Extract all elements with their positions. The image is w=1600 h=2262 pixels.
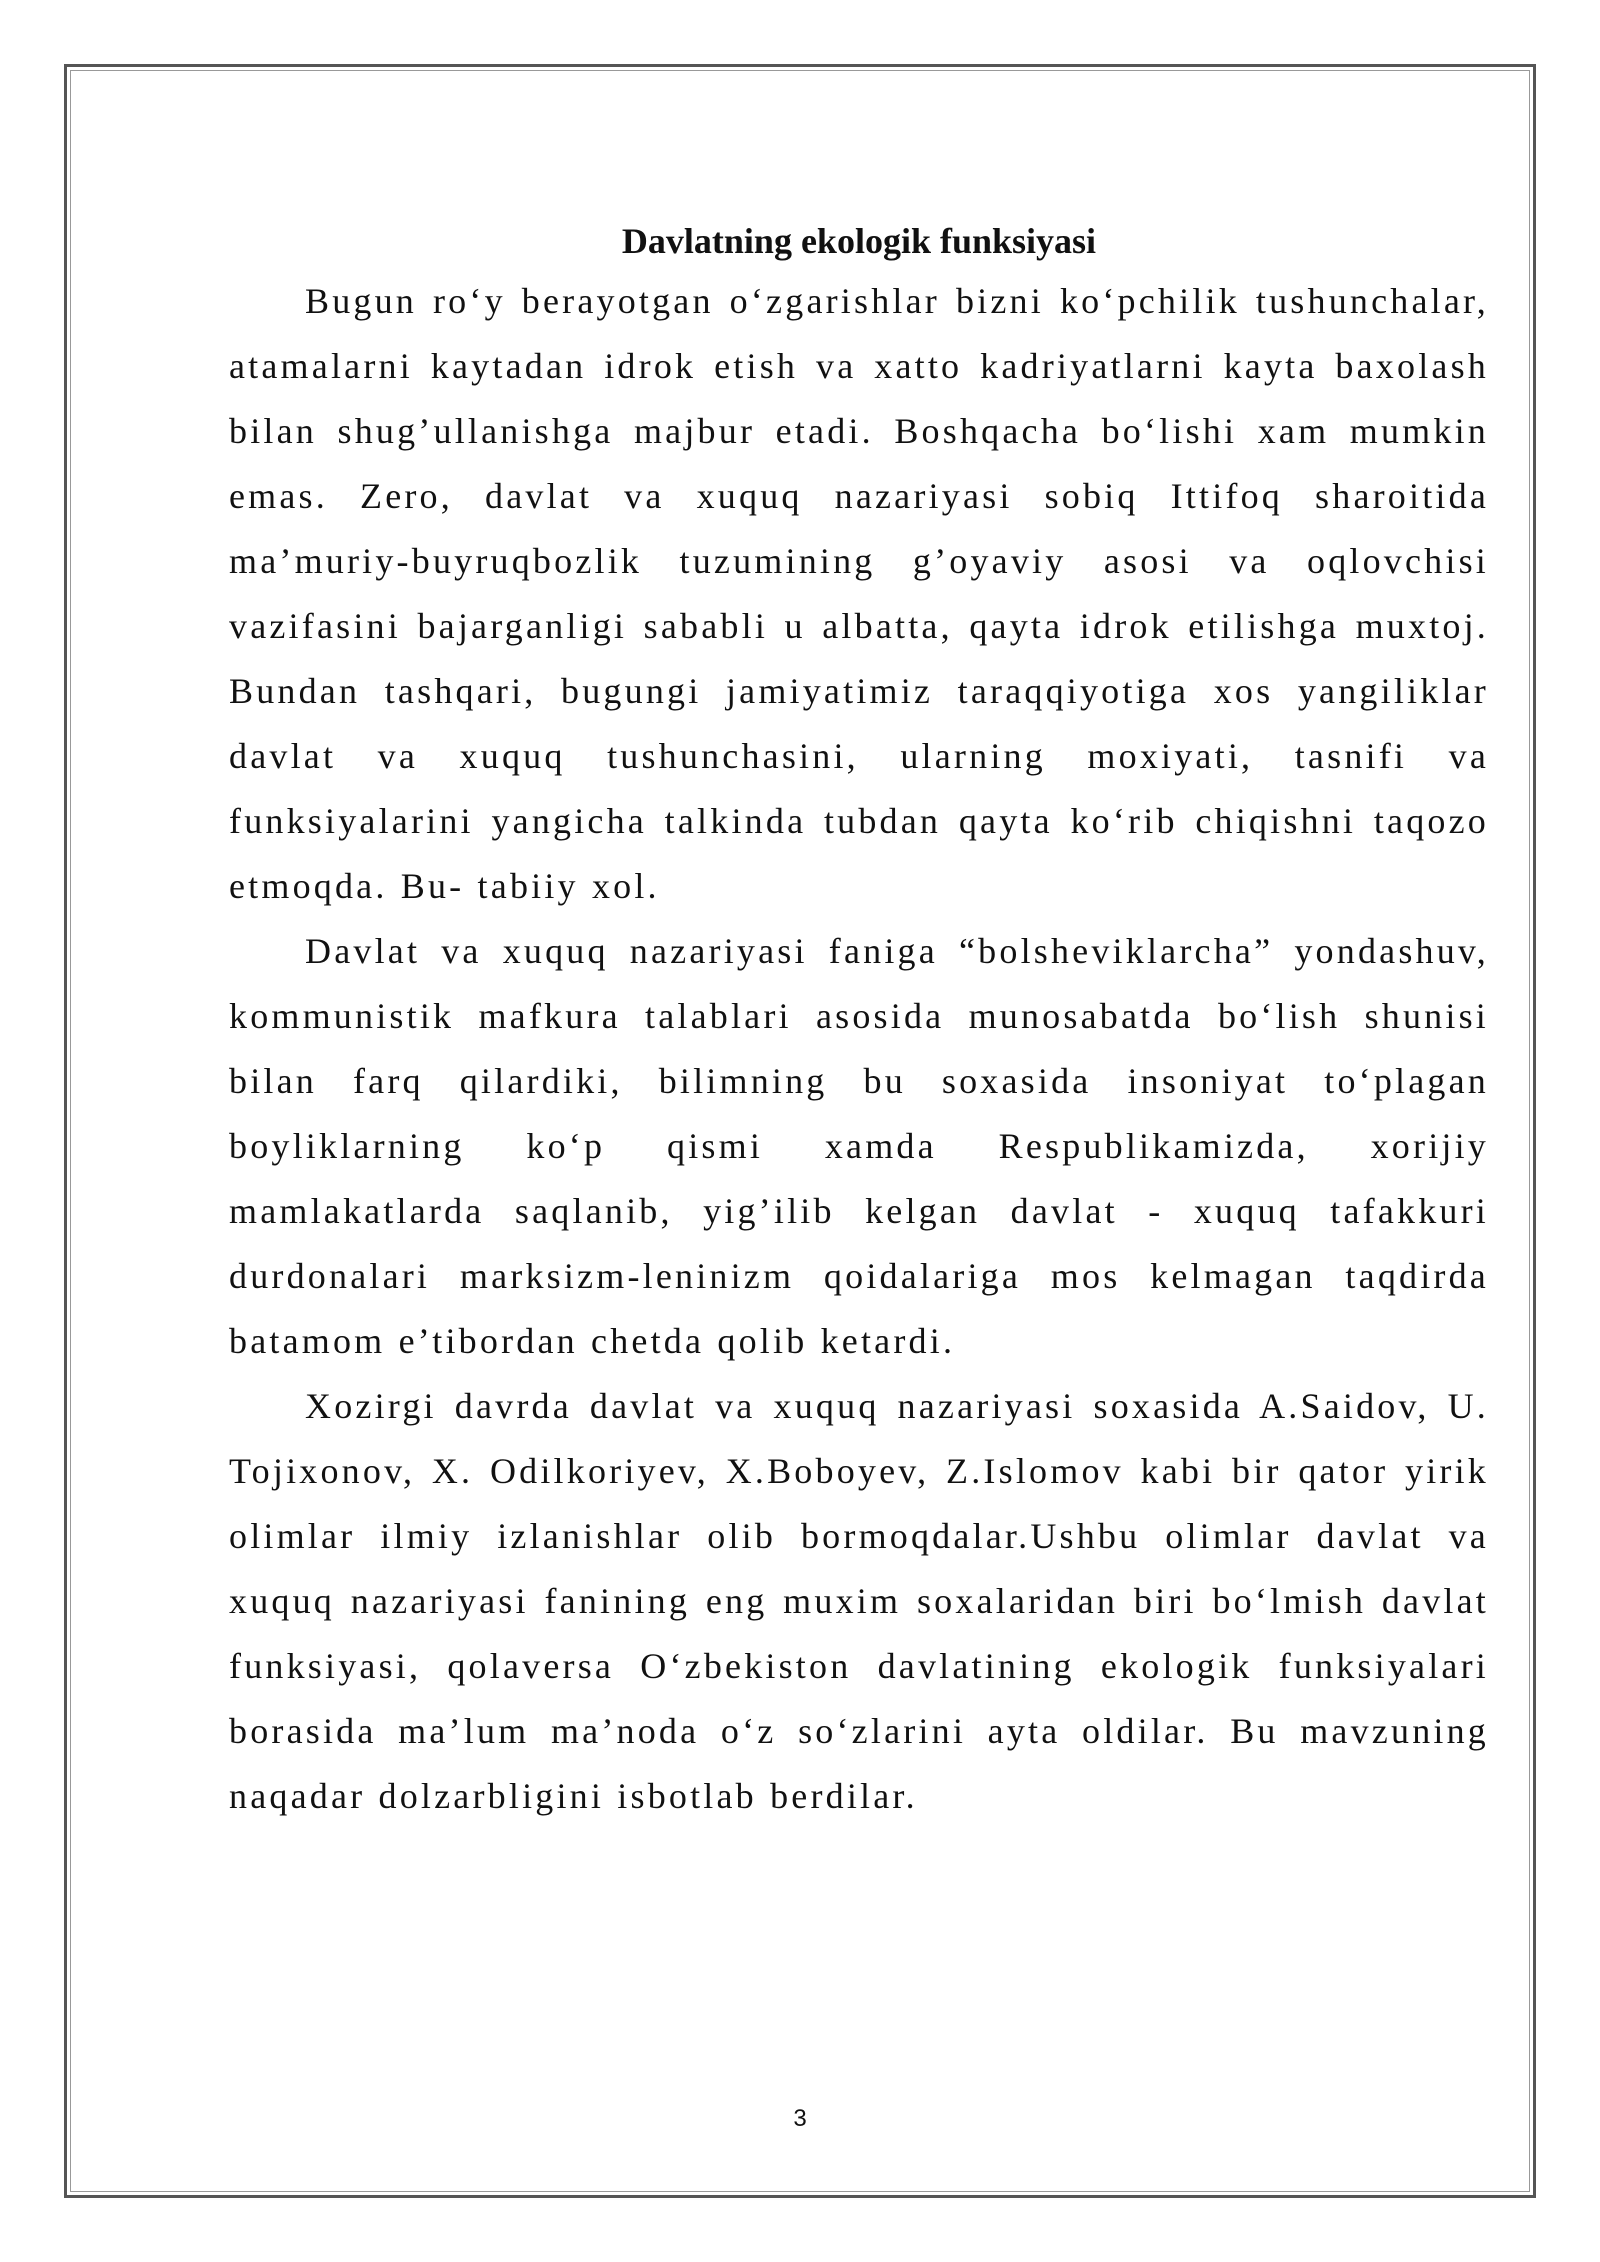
document-title: Davlatning ekologik funksiyasi: [621, 221, 1097, 261]
paragraph-1: Bugun ro‘y berayotgan o‘zgarishlar bizni ko‘pchilik tushunchalar, atamalarni kaytadan idrok etish va xatto kadriyatlarni kayta baxolash bilan shug’ullanishga majbur etadi. Boshqacha bo‘lishi xam mumkin emas. Zero, davlat va xuquq nazariyasi sobiq Ittifoq sharoitida ma’muriy-buyruqbozlik tuzumining g’oyaviy asosi va oqlovchisi vazifasini bajarganligi sababli u albatta, qayta idrok etilishga muxtoj. Bundan tashqari, bugungi jamiyatimiz taraqqiyotiga xos yangiliklar davlat va xuquq tushunchasini, ularning moxiyati, tasnifi va funksiyalarini yangicha talkinda tubdan qayta ko‘rib chiqishni taqozo etmoqda. Bu- tabiiy xol.: [229, 281, 1489, 906]
paragraph-2: Davlat va xuquq nazariyasi faniga “bolsheviklarcha” yondashuv, kommunistik mafkura talablari asosida munosabatda bo‘lish shunisi bilan farq qilardiki, bilimning bu soxasida insoniyat to‘plagan boyliklarning ko‘p qismi xamda Respublikamizda, xorijiy mamlakatlarda saqlanib, yig’ilib kelgan davlat - xuquq tafakkuri durdonalari marksizm-leninizm qoidalariga mos kelmagan taqdirda batamom e’tibordan chetda qolib ketardi.: [229, 931, 1489, 1361]
document-body: [229, 213, 1489, 1829]
page-number: 3: [793, 2105, 807, 2132]
paragraph-3: Xozirgi davrda davlat va xuquq nazariyasi soxasida A.Saidov, U. Tojixonov, X. Odilkoriyev, X.Boboyev, Z.Islomov kabi bir qator yirik olimlar ilmiy izlanishlar olib bormoqdalar.Ushbu olimlar davlat va xuquq nazariyasi fanining eng muxim soxalaridan biri bo‘lmish davlat funksiyasi, qolaversa O‘zbekiston davlatining ekologik funksiyalari borasida ma’lum ma’noda o‘z so‘zlarini ayta oldilar. Bu mavzuning naqadar dolzarbligini isbotlab berdilar.: [229, 1386, 1489, 1816]
